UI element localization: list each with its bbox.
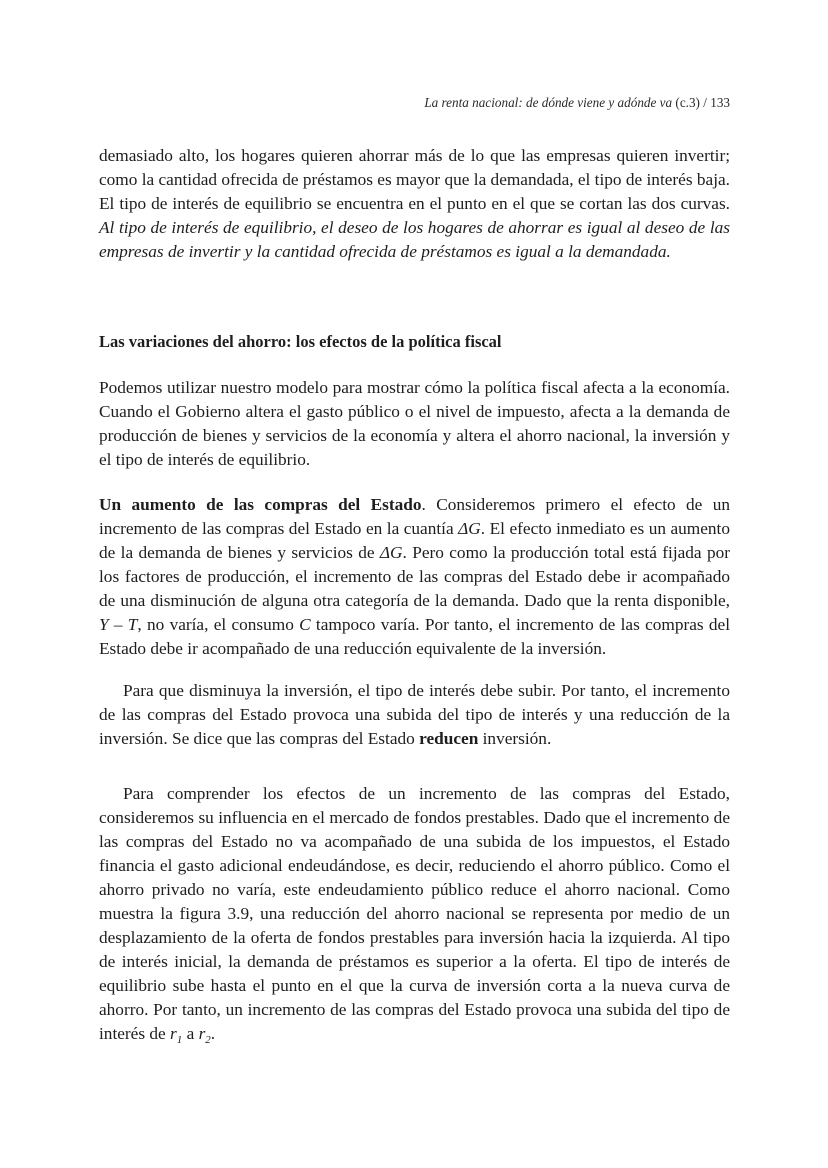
paragraph-text: Podemos utilizar nuestro modelo para mostrar cómo la política fiscal afecta a la economía. Cuando el Gobierno altera el gasto público o el nivel de impuesto, afecta a la demanda de producción de bienes y servicios de la economía y altera el ahorro nacional, la inversión y el tipo de interés de equilibrio.: [99, 378, 730, 469]
paragraph-fiscal-policy-intro: [99, 376, 730, 472]
running-head: [424, 95, 730, 111]
math-delta-g: ΔG: [458, 519, 481, 538]
paragraph-equilibrium: [99, 144, 730, 264]
run-in-heading: Un aumento de las compras del Estado: [99, 495, 422, 514]
text-run: inversión.: [478, 729, 552, 748]
text-run: a: [182, 1024, 199, 1043]
math-r1: $r_1$: [170, 1024, 183, 1046]
running-head-title: La renta nacional: de dónde viene y adónde va: [424, 95, 673, 110]
page-number: 133: [710, 95, 730, 110]
text-run: , no varía, el consumo: [137, 615, 300, 634]
chapter-label: (c.3): [675, 95, 700, 110]
paragraph-text: demasiado alto, los hogares quieren ahorrar más de lo que las empresas quieren invertir; como la cantidad ofrecida de préstamos es mayor que la demandada, el tipo de interés baja. El tipo de interés de equilibrio se encuentra en el punto en el que se cortan las dos curvas.: [99, 146, 730, 213]
text-run: Para comprender los efectos de un incremento de las compras del Estado, consideremos su influencia en el mercado de fondos prestables. Dado que el incremento de las compras del Estado no va acompañado de una subida de los impuestos, el Estado financia el gasto adicional endeudándose, es decir, reduciendo el ahorro público. Como el ahorro privado no varía, este endeudamiento público reduce el ahorro nacional. Como muestra la figura 3.9, una reducción del ahorro nacional se representa por medio de un desplazamiento de la oferta de fondos prestables para inversión hacia la izquierda. Al tipo de interés inicial, la demanda de préstamos es superior a la oferta. El tipo de interés de equilibrio sube hasta el punto en el que la curva de inversión corta a la nueva curva de ahorro. Por tanto, un incremento de las compras del Estado provoca una subida del tipo de interés de: [99, 784, 730, 1043]
math-consumption: C: [299, 615, 311, 634]
math-delta-g: ΔG: [379, 543, 403, 562]
text-run: . Consideremos primero el efecto de un incremento de las compras del Estado en la cuantía: [99, 495, 730, 538]
text-run: tampoco varía. Por tanto, el incremento de las compras del Estado debe ir acompañado de una reducción equivalente de la inversión.: [99, 615, 730, 658]
text-run: . Pero como la producción total está fijada por los factores de producción, el incremento de las compras del Estado debe ir acompañado de una disminución de alguna otra categoría de la demanda. Dado que la renta disponible,: [99, 543, 730, 610]
text-run: Para que disminuya la inversión, el tipo de interés debe subir. Por tanto, el incremento de las compras del Estado provoca una subida del tipo de interés y una reducción de la inversión. Se dice que las compras del Estado: [99, 681, 730, 748]
text-run: .: [210, 1024, 216, 1043]
italic-emphasis: Al tipo de interés de equilibrio, el deseo de los hogares de ahorrar es igual al deseo de las empresas de invertir y la cantidad ofrecida de préstamos es igual a la demandada.: [99, 218, 730, 261]
separator: /: [703, 95, 707, 110]
bold-emphasis: reducen: [419, 729, 479, 748]
math-r2: $r_2$: [198, 1024, 211, 1046]
text-run: . El efecto inmediato es un aumento de la demanda de bienes y servicios de: [99, 519, 730, 562]
paragraph-interest-rate-rise: [99, 679, 730, 751]
math-disposable-income: Y – T: [99, 615, 138, 634]
section-heading: Las variaciones del ahorro: los efectos de la política fiscal: [99, 332, 502, 351]
paragraph-government-purchases: [99, 493, 730, 661]
paragraph-loanable-funds: [99, 782, 730, 1046]
